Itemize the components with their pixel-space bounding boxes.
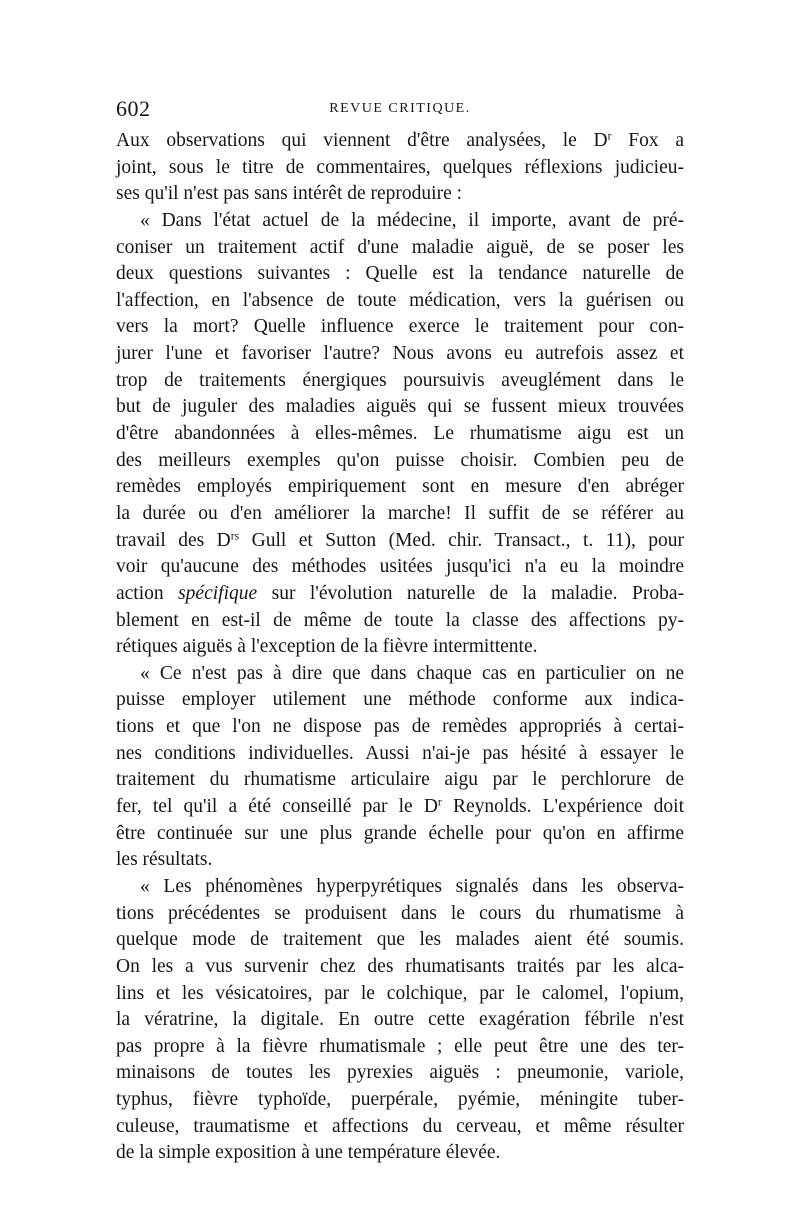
text-line: minaisons de toutes les pyrexies aiguës : pneumonie, variole, [116,1062,684,1084]
text-line: rétiques aiguës à l'exception de la fièvre intermittente. [116,636,538,658]
text-line: vers la mort? Quelle influence exerce le traitement pour con- [116,316,684,338]
text-line: trop de traitements énergiques poursuivis aveuglément dans le [116,369,684,391]
text-line: lins et les vésicatoires, par le colchique, par le calomel, l'opium, [116,982,684,1004]
text-line: but de juguler des maladies aiguës qui se fussent mieux trouvées [116,396,684,418]
text-line: quelque mode de traitement que les malades aient été soumis. [116,929,684,951]
text-line: remèdes employés empiriquement sont en mesure d'en abréger [116,476,684,498]
text-line: ses qu'il n'est pas sans intérêt de reproduire : [116,183,463,205]
text-line: deux questions suivantes : Quelle est la tendance naturelle de [116,263,684,285]
text-line: nes conditions individuelles. Aussi n'ai-je pas hésité à essayer le [116,742,684,764]
text-line: action spécifique sur l'évolution naturelle de la maladie. Proba- [116,582,684,604]
text-line: « Dans l'état actuel de la médecine, il importe, avant de pré- [140,209,684,231]
text-line: tions précédentes se produisent dans le cours du rhumatisme à [116,902,684,924]
page-header [116,96,684,126]
running-title: REVUE CRITIQUE. [329,101,471,116]
text-line: tions et que l'on ne dispose pas de remèdes appropriés à certai- [116,716,684,738]
text-line: fer, tel qu'il a été conseillé par le $D^r$ Reynolds. L'expérience doit [116,795,684,818]
text-line: On les a vus survenir chez des rhumatisants traités par les alca- [116,955,684,977]
text-line: culeuse, traumatisme et affections du cerveau, et même résulter [116,1115,684,1137]
text-line: la durée ou d'en améliorer la marche! Il suffit de se référer au [116,502,684,524]
text-line: « Les phénomènes hyperpyrétiques signalés dans les observa- [140,875,684,897]
text-line: typhus, fièvre typhoïde, puerpérale, pyémie, méningite tuber- [116,1089,684,1111]
text-line: l'affection, en l'absence de toute médication, vers la guérisen ou [116,289,684,311]
text-line: traitement du rhumatisme articulaire aigu par le perchlorure de [116,769,684,791]
text-line: coniser un traitement actif d'une maladie aiguë, de se poser les [116,236,684,258]
text-line: la vératrine, la digitale. En outre cette exagération fébrile n'est [116,1009,684,1031]
text-line: les résultats. [116,849,213,871]
body-text [116,128,684,1167]
text-line: de la simple exposition à une température élevée. [116,1142,501,1164]
text-line: joint, sous le titre de commentaires, quelques réflexions judicieu- [116,156,684,178]
page-number: 602 [116,96,151,121]
text-line: « Ce n'est pas à dire que dans chaque cas en particulier on ne [140,662,684,684]
text-line: puisse employer utilement une méthode conforme aux indica- [116,689,684,711]
text-line: jurer l'une et favoriser l'autre? Nous avons eu autrefois assez et [116,343,684,365]
text-line: travail des $D^{rs}$ Gull et Sutton (Med. chir. Transact., t. 11), pour [116,529,684,551]
text-line: être continuée sur une plus grande échelle pour qu'on en affirme [116,822,684,844]
text-line: d'être abandonnées à elles-mêmes. Le rhumatisme aigu est un [116,423,684,445]
text-line: Aux observations qui viennent d'être analysées, le $D^r$ Fox a [116,129,684,151]
text-line: des meilleurs exemples qu'on puisse choisir. Combien peu de [116,449,684,471]
text-line: blement en est-il de même de toute la classe des affections py- [116,609,684,631]
text-line: pas propre à la fièvre rhumatismale ; elle peut être une des ter- [116,1035,684,1057]
text-line: voir qu'aucune des méthodes usitées jusqu'ici n'a eu la moindre [116,556,684,578]
